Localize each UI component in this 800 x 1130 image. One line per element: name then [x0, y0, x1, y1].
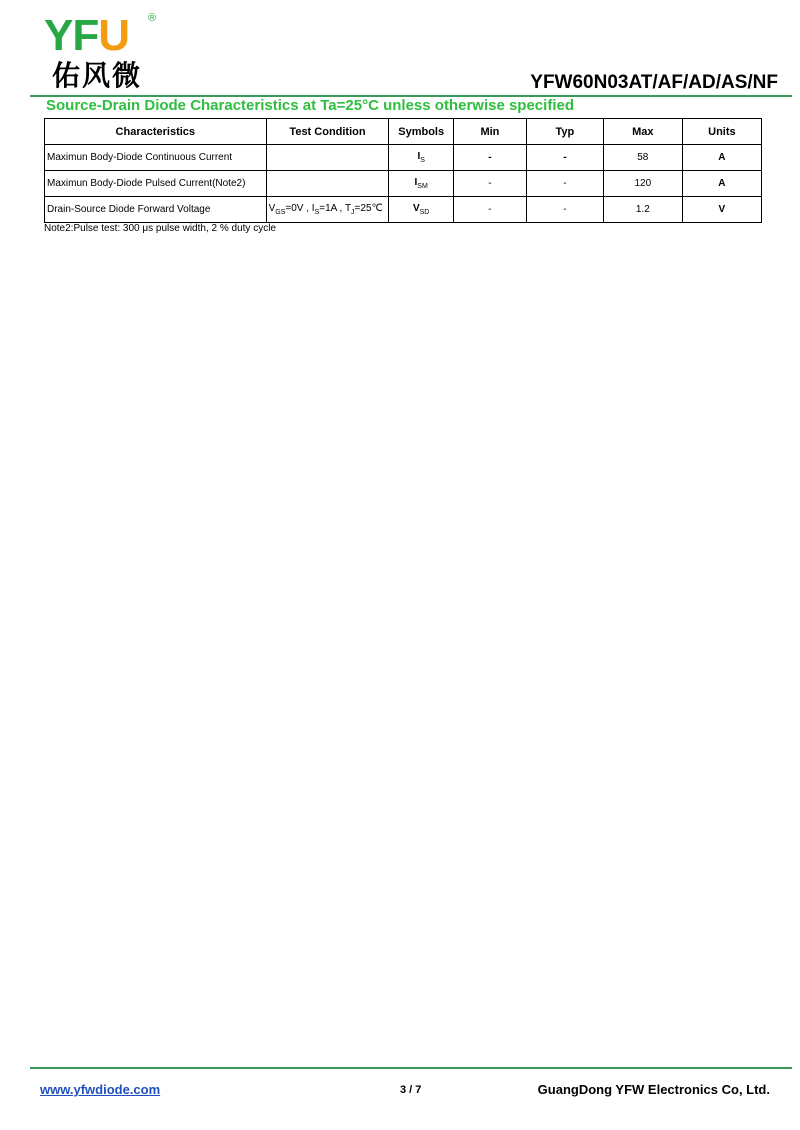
header-min: Min [453, 119, 526, 145]
header-characteristics: Characteristics [45, 119, 267, 145]
header-typ: Typ [526, 119, 603, 145]
header-units: Units [682, 119, 761, 145]
part-number: YFW60N03AT/AF/AD/AS/NF [530, 72, 778, 93]
cell-typ: - [526, 171, 603, 197]
cell-characteristic: Drain-Source Diode Forward Voltage [45, 197, 267, 223]
header-symbols: Symbols [389, 119, 453, 145]
logo-chinese-name: 佑风微 [52, 59, 143, 92]
cell-min: - [453, 171, 526, 197]
company-logo [44, 11, 164, 94]
cell-symbol: $V_{SD}$ [389, 197, 453, 223]
table-row [45, 171, 762, 197]
registered-mark: ® [148, 12, 157, 24]
page-number: 3 / 7 [400, 1084, 422, 1096]
pulse-test-note: Note2:Pulse test: 300 μs pulse width, 2 % duty cycle [44, 223, 276, 234]
logo-latin [44, 11, 130, 60]
cell-characteristic: Maximun Body-Diode Pulsed Current(Note2) [45, 171, 267, 197]
logo-latin-main: YF [44, 11, 99, 60]
cell-condition: $V_{GS}=0V$ , $I_S=1A$ , $T_J=25℃$ [266, 197, 389, 223]
cell-unit: V [682, 197, 761, 223]
header-test-condition: Test Condition [266, 119, 389, 145]
cell-max: 120 [603, 171, 682, 197]
cell-symbol: $I_S$ [389, 145, 453, 171]
logo-latin-tail: U [98, 11, 130, 60]
section-title: Source-Drain Diode Characteristics at Ta=25°C unless otherwise specified [46, 97, 574, 114]
company-name: GuangDong YFW Electronics Co, Ltd. [537, 1082, 770, 1097]
cell-max: 58 [603, 145, 682, 171]
table-row [45, 145, 762, 171]
cell-min: - [453, 145, 526, 171]
header-max: Max [603, 119, 682, 145]
table-row [45, 197, 762, 223]
cell-unit: A [682, 145, 761, 171]
cell-unit: A [682, 171, 761, 197]
cell-characteristic: Maximun Body-Diode Continuous Current [45, 145, 267, 171]
cell-condition [266, 171, 389, 197]
website-link[interactable]: www.yfwdiode.com [40, 1082, 161, 1097]
footer-divider [30, 1067, 792, 1069]
cell-symbol: $I_{SM}$ [389, 171, 453, 197]
cell-max: 1.2 [603, 197, 682, 223]
cell-typ: - [526, 145, 603, 171]
table-header-row [45, 119, 762, 145]
characteristics-table [44, 118, 762, 223]
cell-condition [266, 145, 389, 171]
cell-min: - [453, 197, 526, 223]
cell-typ: - [526, 197, 603, 223]
